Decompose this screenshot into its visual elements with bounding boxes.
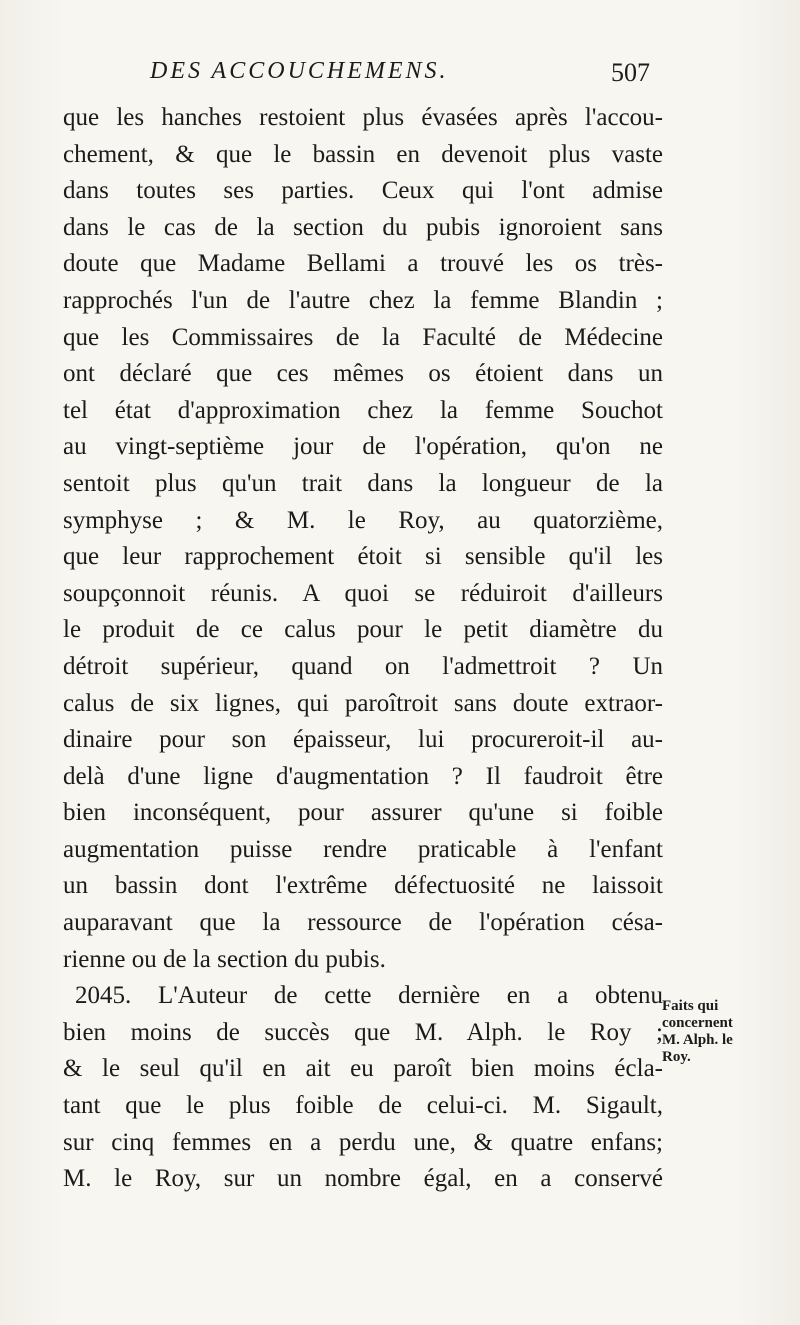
text-line: soupçonnoit réunis. A quoi se réduiroit d'ailleurs xyxy=(63,579,663,607)
text-line: le produit de ce calus pour le petit diamètre du xyxy=(63,616,663,644)
paragraph-start-line: 2045. L'Auteur de cette dernière en a obtenu xyxy=(75,982,663,1010)
text-line: au vingt-septième jour de l'opération, qu'on ne xyxy=(63,433,663,461)
running-title: DES ACCOUCHEMENS. xyxy=(150,58,449,84)
text-line: dinaire pour son épaisseur, lui procureroit-il au- xyxy=(63,726,663,754)
text-line: que les hanches restoient plus évasées après l'accou- xyxy=(63,104,663,131)
page-number: 507 xyxy=(611,58,650,87)
text-line: chement, & que le bassin en devenoit plus vaste xyxy=(63,140,663,168)
body-text xyxy=(63,100,663,1198)
text-line: symphyse ; & M. le Roy, au quatorzième, xyxy=(63,506,663,534)
text-line: M. le Roy, sur un nombre égal, en a conservé xyxy=(63,1165,663,1193)
text-line: tant que le plus foible de celui-ci. M. Sigault, xyxy=(63,1092,663,1120)
text-line: bien inconséquent, pour assurer qu'une si foible xyxy=(63,799,663,827)
margin-note-line: Faits qui xyxy=(662,998,719,1014)
text-line: dans le cas de la section du pubis ignoroient sans xyxy=(63,213,663,241)
text-line: augmentation puisse rendre praticable à l'enfant xyxy=(63,835,663,863)
text-line: calus de six lignes, qui paroîtroit sans doute extraor- xyxy=(63,689,663,717)
text-line: bien moins de succès que M. Alph. le Roy ; xyxy=(63,1018,663,1046)
text-line: détroit supérieur, quand on l'admettroit ? Un xyxy=(63,652,663,680)
text-line: ont déclaré que ces mêmes os étoient dans un xyxy=(63,360,663,388)
margin-note-line: M. Alph. le xyxy=(662,1032,733,1048)
text-line: que les Commissaires de la Faculté de Médecine xyxy=(63,323,663,351)
text-line: sentoit plus qu'un trait dans la longueur de la xyxy=(63,469,663,497)
text-line: que leur rapprochement étoit si sensible qu'il les xyxy=(63,543,663,571)
running-head xyxy=(150,58,650,98)
text-line: sur cinq femmes en a perdu une, & quatre enfans; xyxy=(63,1128,663,1156)
text-line: auparavant que la ressource de l'opération césa- xyxy=(63,909,663,937)
text-line: doute que Madame Bellami a trouvé les os très- xyxy=(63,250,663,278)
text-line: un bassin dont l'extrême défectuosité ne laissoit xyxy=(63,872,663,900)
margin-note-line: concernent xyxy=(662,1015,733,1031)
text-line: delà d'une ligne d'augmentation ? Il faudroit être xyxy=(63,762,663,790)
margin-note xyxy=(662,998,798,1066)
text-line: & le seul qu'il en ait eu paroît bien moins écla- xyxy=(63,1055,663,1083)
text-line: dans toutes ses parties. Ceux qui l'ont admise xyxy=(63,177,663,205)
text-line: rienne ou de la section du pubis. xyxy=(63,945,386,973)
text-line: tel état d'approximation chez la femme Souchot xyxy=(63,396,663,424)
text-line: rapprochés l'un de l'autre chez la femme Blandin ; xyxy=(63,286,663,314)
margin-note-line: Roy. xyxy=(662,1049,691,1065)
